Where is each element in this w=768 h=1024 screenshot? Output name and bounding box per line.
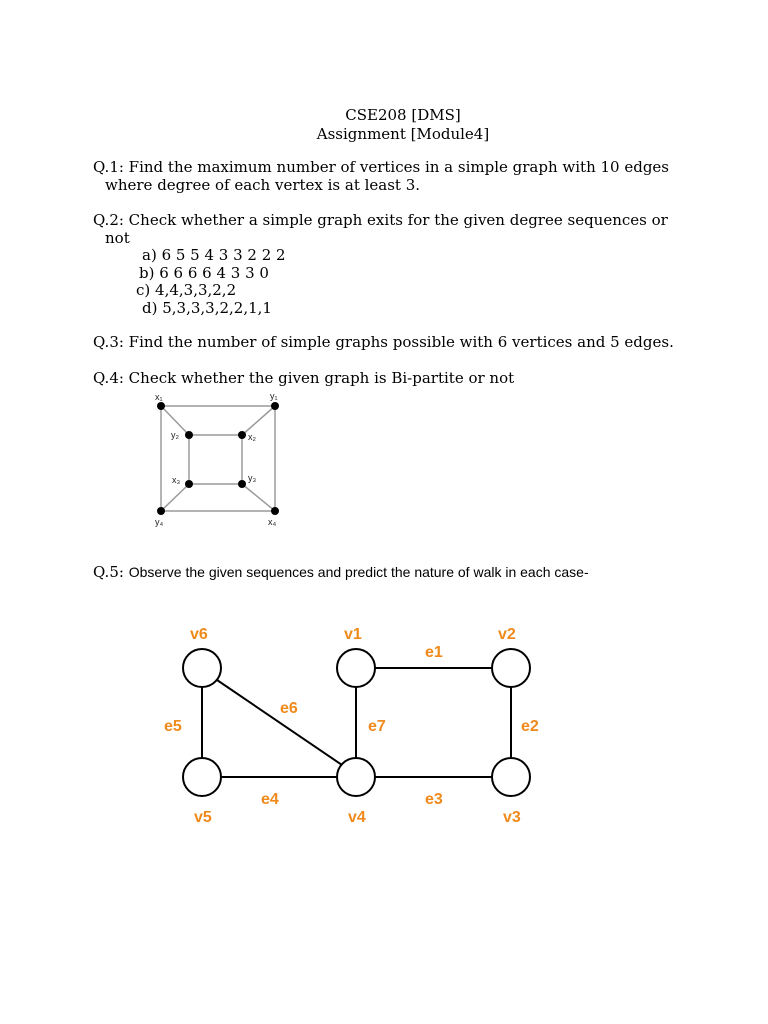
vertex-v4 xyxy=(337,758,375,796)
label-e3: e3 xyxy=(425,791,443,808)
label-e5: e5 xyxy=(164,718,182,735)
q2-line1: Q.2: Check whether a simple graph exits for the given degree sequences or xyxy=(93,211,668,229)
vertex-v3 xyxy=(492,758,530,796)
label-v4: v4 xyxy=(348,809,366,826)
label-e1: e1 xyxy=(425,644,443,661)
edge-e6 xyxy=(217,680,342,765)
label-e7: e7 xyxy=(368,718,386,735)
q5-line xyxy=(93,563,589,581)
q2-line2: not xyxy=(105,229,130,247)
vertex-v2 xyxy=(492,649,530,687)
label-v2: v2 xyxy=(498,626,516,643)
label-y4: y₄ xyxy=(155,517,164,527)
label-x3: x₃ xyxy=(172,475,181,485)
q1-line2: where degree of each vertex is at least 3. xyxy=(105,176,421,194)
q2-option-a: a) 6 5 5 4 3 3 2 2 2 xyxy=(142,246,286,264)
q4-text: Q.4: Check whether the given graph is Bi-partite or not xyxy=(93,369,515,387)
vertex-v1 xyxy=(337,649,375,687)
label-x1: x₁ xyxy=(155,392,163,402)
vertex-x4 xyxy=(271,507,279,515)
vertex-x3 xyxy=(185,480,193,488)
label-v6: v6 xyxy=(190,626,208,643)
label-v5: v5 xyxy=(194,809,212,826)
q1-line1: Q.1: Find the maximum number of vertices in a simple graph with 10 edges xyxy=(93,158,670,176)
vertex-x2 xyxy=(238,431,246,439)
q2-option-c: c) 4,4,3,3,2,2 xyxy=(136,281,237,299)
vertex-v6 xyxy=(183,649,221,687)
q2-option-d: d) 5,3,3,3,2,2,1,1 xyxy=(142,299,272,317)
q5-text: Observe the given sequences and predict the nature of walk in each case- xyxy=(128,564,589,580)
label-x2: x₂ xyxy=(248,432,256,442)
vertex-x1 xyxy=(157,402,165,410)
vertex-v5 xyxy=(183,758,221,796)
label-v3: v3 xyxy=(503,809,521,826)
q5-prefix: Q.5: xyxy=(93,563,129,581)
bipartite-graph-edges xyxy=(161,406,275,511)
label-y1: y₁ xyxy=(270,391,278,401)
label-e4: e4 xyxy=(261,791,279,808)
label-e2: e2 xyxy=(521,718,539,735)
assignment-title: Assignment [Module4] xyxy=(316,125,490,143)
label-y3: y₃ xyxy=(248,473,257,483)
label-x4: x₄ xyxy=(268,517,277,527)
vertex-y4 xyxy=(157,507,165,515)
edge-y4-x3 xyxy=(161,484,189,511)
label-e6: e6 xyxy=(280,700,298,717)
edge-y1-x2 xyxy=(242,406,275,435)
label-y2: y₂ xyxy=(171,430,179,440)
vertex-y3 xyxy=(238,480,246,488)
edge-x1-y2 xyxy=(161,406,189,435)
course-title: CSE208 [DMS] xyxy=(345,106,461,124)
vertex-y2 xyxy=(185,431,193,439)
edge-x4-y3 xyxy=(242,484,275,511)
q3-text: Q.3: Find the number of simple graphs possible with 6 vertices and 5 edges. xyxy=(93,333,674,351)
vertex-y1 xyxy=(271,402,279,410)
label-v1: v1 xyxy=(344,626,362,643)
q2-option-b: b) 6 6 6 6 4 3 3 0 xyxy=(139,264,269,282)
